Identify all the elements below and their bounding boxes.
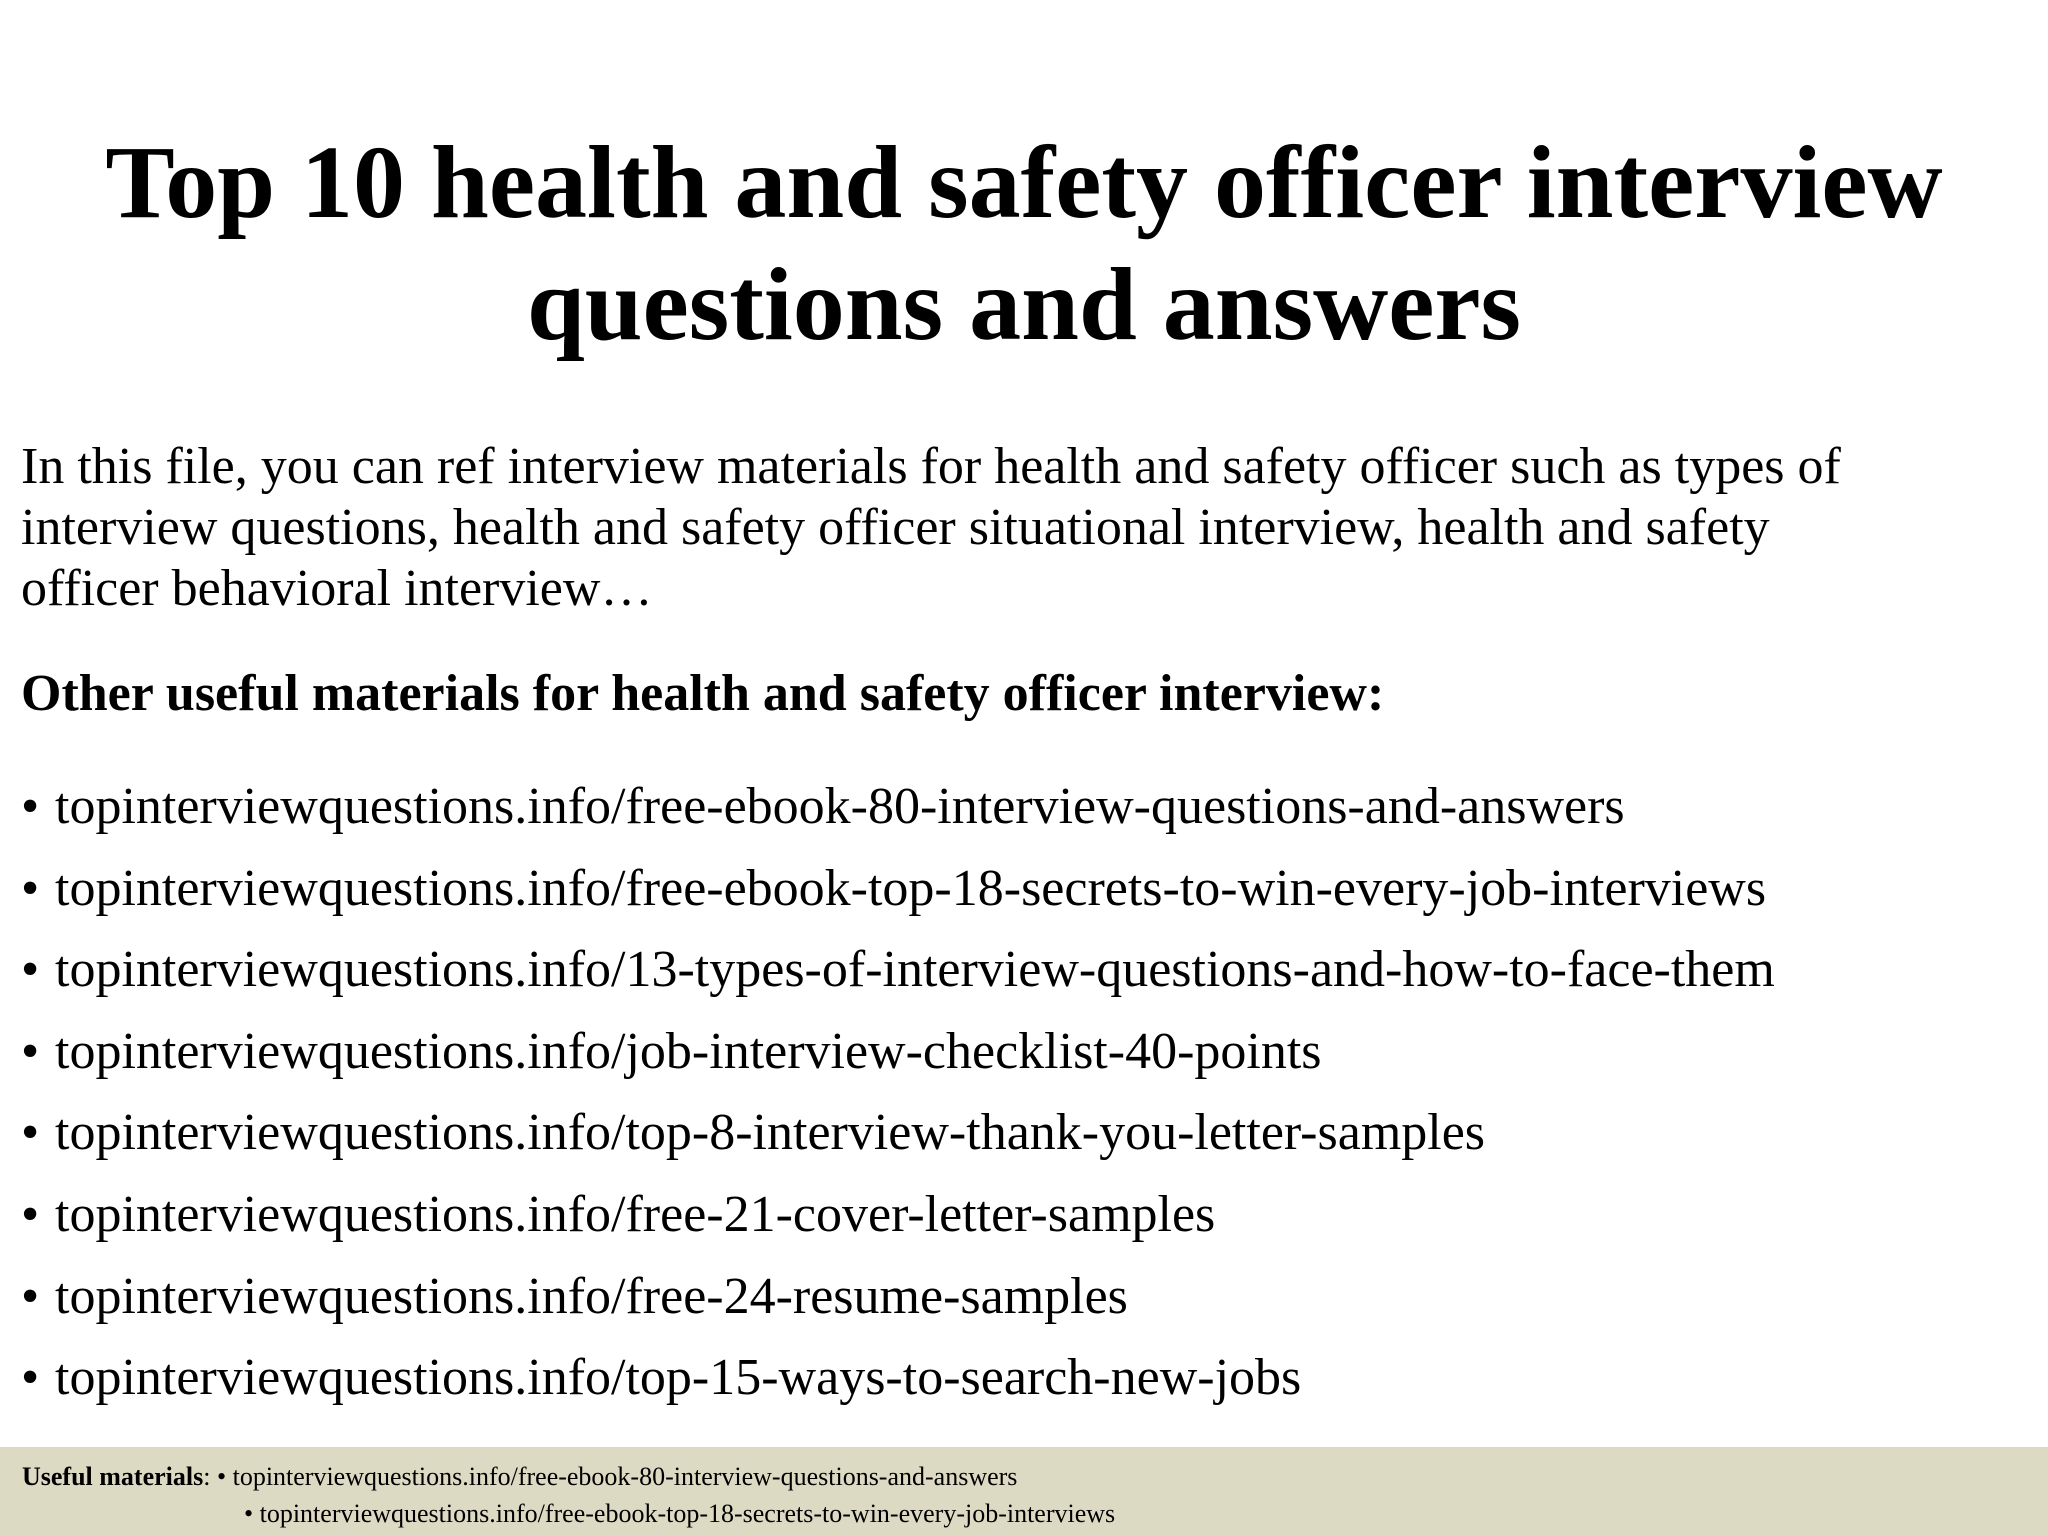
materials-link-text[interactable]: topinterviewquestions.info/free-24-resume-samples bbox=[55, 1267, 1128, 1325]
footer-row bbox=[22, 1458, 1115, 1495]
materials-link-item[interactable] bbox=[21, 1092, 2031, 1174]
footer-row bbox=[22, 1495, 1115, 1532]
footer-label: Useful materials bbox=[22, 1462, 204, 1491]
footer-content bbox=[22, 1458, 1115, 1532]
intro-line-3: officer behavioral interview… bbox=[21, 560, 653, 617]
footer-separator: : bbox=[203, 1462, 217, 1491]
materials-link-item[interactable] bbox=[21, 1256, 2031, 1338]
bullet-icon: • bbox=[21, 1104, 40, 1162]
slide-title-line-1: Top 10 health and safety officer interview bbox=[105, 125, 1943, 240]
intro-line-1: In this file, you can ref interview materials for health and safety officer such as types of bbox=[21, 438, 1841, 495]
materials-link-item[interactable] bbox=[21, 1011, 2031, 1093]
bullet-icon: • bbox=[21, 1349, 40, 1407]
intro-paragraph bbox=[21, 436, 2031, 619]
materials-link-text[interactable]: topinterviewquestions.info/free-ebook-top-18-secrets-to-win-every-job-interviews bbox=[55, 859, 1767, 917]
materials-link-item[interactable] bbox=[21, 929, 2031, 1011]
materials-link-item[interactable] bbox=[21, 1174, 2031, 1256]
materials-link-text[interactable]: topinterviewquestions.info/free-21-cover-letter-samples bbox=[55, 1185, 1216, 1243]
materials-heading: Other useful materials for health and safety officer interview: bbox=[21, 665, 1385, 722]
footer-link[interactable]: topinterviewquestions.info/free-ebook-top-18-secrets-to-win-every-job-interviews bbox=[259, 1499, 1116, 1528]
footer-bullet-icon: • bbox=[216, 1462, 227, 1491]
materials-link-text[interactable]: topinterviewquestions.info/13-types-of-interview-questions-and-how-to-face-them bbox=[55, 941, 1775, 999]
bullet-icon: • bbox=[21, 1022, 40, 1080]
footer-link[interactable]: topinterviewquestions.info/free-ebook-80-interview-questions-and-answers bbox=[232, 1462, 1018, 1491]
materials-link-item[interactable] bbox=[21, 766, 2031, 848]
bullet-icon: • bbox=[21, 1267, 40, 1325]
materials-link-item[interactable] bbox=[21, 1337, 2031, 1419]
materials-link-item[interactable] bbox=[21, 848, 2031, 930]
materials-link-list bbox=[21, 766, 2031, 1419]
bullet-icon: • bbox=[21, 859, 40, 917]
intro-line-2: interview questions, health and safety officer situational interview, health and safety bbox=[21, 499, 1770, 556]
footer-bullet-icon: • bbox=[244, 1499, 254, 1528]
bullet-icon: • bbox=[21, 941, 40, 999]
materials-link-text[interactable]: topinterviewquestions.info/top-8-interview-thank-you-letter-samples bbox=[55, 1104, 1486, 1162]
materials-link-text[interactable]: topinterviewquestions.info/job-interview-checklist-40-points bbox=[55, 1022, 1322, 1080]
slide-title bbox=[0, 122, 2048, 366]
materials-link-text[interactable]: topinterviewquestions.info/free-ebook-80-interview-questions-and-answers bbox=[55, 778, 1625, 835]
slide-title-line-2: questions and answers bbox=[526, 247, 1522, 362]
materials-link-text[interactable]: topinterviewquestions.info/top-15-ways-to-search-new-jobs bbox=[55, 1349, 1302, 1407]
footer-band bbox=[0, 1447, 2048, 1536]
bullet-icon: • bbox=[21, 1185, 40, 1243]
bullet-icon: • bbox=[21, 778, 40, 835]
